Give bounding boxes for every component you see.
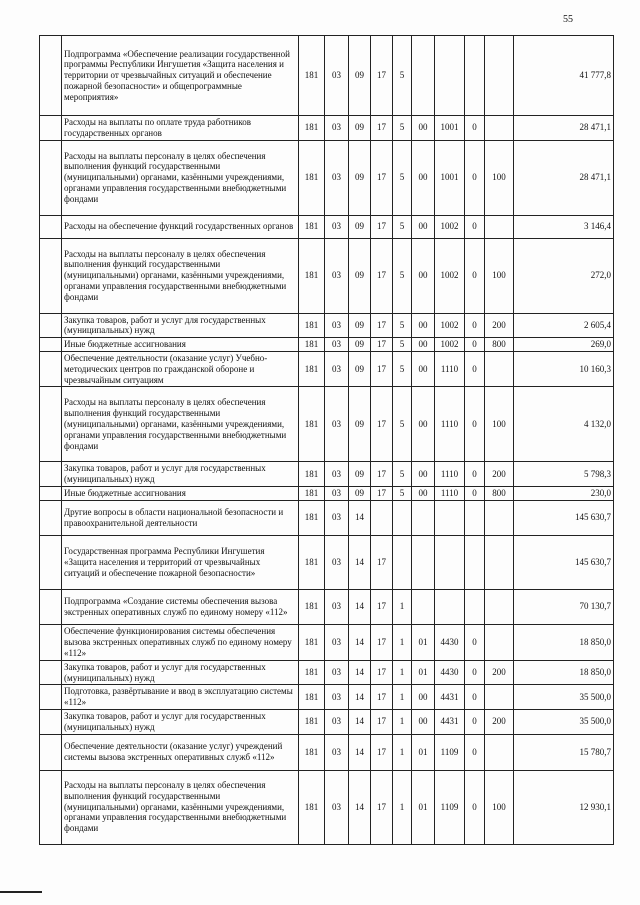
cell-amount: 230,0 — [514, 486, 614, 500]
cell-extra — [465, 36, 485, 116]
cell-razdel: 03 — [325, 734, 349, 770]
cell-extra: 0 — [465, 215, 485, 238]
cell-direction — [435, 589, 465, 624]
cell-subprogram: 5 — [393, 215, 412, 238]
cell-amount: 28 471,1 — [514, 116, 614, 141]
cell-razdel: 03 — [325, 535, 349, 589]
cell-razdel: 03 — [325, 685, 349, 710]
cell-subprogram: 5 — [393, 387, 412, 462]
cell-vid: 200 — [485, 462, 514, 487]
cell-extra — [465, 535, 485, 589]
cell-event: 01 — [412, 770, 435, 844]
cell-amount: 145 630,7 — [514, 500, 614, 535]
cell-podrazdel: 09 — [349, 486, 371, 500]
cell-vid — [485, 734, 514, 770]
cell-program — [371, 500, 393, 535]
table-row — [40, 500, 614, 535]
cell-admin: 181 — [299, 685, 325, 710]
cell-extra: 0 — [465, 116, 485, 141]
cell-extra: 0 — [465, 238, 485, 313]
cell-num — [40, 36, 62, 116]
cell-event: 00 — [412, 709, 435, 734]
cell-name: Закупка товаров, работ и услуг для государственных (муниципальных) нужд — [62, 709, 299, 734]
cell-amount: 28 471,1 — [514, 140, 614, 215]
cell-num — [40, 140, 62, 215]
cell-direction: 1110 — [435, 486, 465, 500]
cell-podrazdel: 09 — [349, 338, 371, 352]
cell-name: Расходы на выплаты по оплате труда работников государственных органов — [62, 116, 299, 141]
cell-razdel: 03 — [325, 215, 349, 238]
cell-name: Другие вопросы в области национальной безопасности и правоохранительной деятельности — [62, 500, 299, 535]
table-row — [40, 387, 614, 462]
cell-program: 17 — [371, 140, 393, 215]
cell-name: Обеспечение функционирования системы обеспечения вызова экстренных оперативных служб по единому номеру «112» — [62, 624, 299, 660]
cell-podrazdel: 14 — [349, 660, 371, 685]
cell-name: Иные бюджетные ассигнования — [62, 338, 299, 352]
cell-direction — [435, 36, 465, 116]
cell-name: Расходы на выплаты персоналу в целях обеспечения выполнения функций государственными (муниципальными) органами, казёнными учреждениями, органами управления государственными внебюджетными фондами — [62, 770, 299, 844]
cell-direction: 4430 — [435, 624, 465, 660]
cell-name: Закупка товаров, работ и услуг для государственных (муниципальных) нужд — [62, 462, 299, 487]
cell-program: 17 — [371, 238, 393, 313]
table-row — [40, 313, 614, 338]
cell-direction: 1002 — [435, 215, 465, 238]
cell-num — [40, 313, 62, 338]
cell-admin: 181 — [299, 535, 325, 589]
cell-event: 01 — [412, 624, 435, 660]
table-row — [40, 709, 614, 734]
cell-extra: 0 — [465, 624, 485, 660]
cell-name: Государственная программа Республики Ингушетия «Защита населения и территорий от чрезвычайных ситуаций и обеспечение пожарной безопасности» — [62, 535, 299, 589]
cell-num — [40, 462, 62, 487]
cell-amount: 5 798,3 — [514, 462, 614, 487]
cell-podrazdel: 14 — [349, 624, 371, 660]
cell-subprogram: 1 — [393, 660, 412, 685]
cell-name: Подпрограмма «Обеспечение реализации государственной программы Республики Ингушетия «Защита населения и территории от чрезвычайных ситуаций и обеспечение пожарной безопасности» и общепрограммные мероприятия» — [62, 36, 299, 116]
cell-razdel: 03 — [325, 116, 349, 141]
cell-amount: 35 500,0 — [514, 709, 614, 734]
cell-event: 00 — [412, 313, 435, 338]
cell-num — [40, 338, 62, 352]
cell-podrazdel: 09 — [349, 215, 371, 238]
table-row — [40, 486, 614, 500]
cell-admin: 181 — [299, 338, 325, 352]
cell-razdel: 03 — [325, 770, 349, 844]
table-row — [40, 215, 614, 238]
cell-vid — [485, 624, 514, 660]
cell-num — [40, 500, 62, 535]
cell-podrazdel: 09 — [349, 313, 371, 338]
table-row — [40, 685, 614, 710]
cell-vid — [485, 351, 514, 386]
cell-vid: 200 — [485, 313, 514, 338]
cell-event: 00 — [412, 486, 435, 500]
cell-event: 00 — [412, 238, 435, 313]
cell-extra: 0 — [465, 709, 485, 734]
cell-extra: 0 — [465, 313, 485, 338]
cell-num — [40, 709, 62, 734]
cell-razdel: 03 — [325, 486, 349, 500]
cell-name: Обеспечение деятельности (оказание услуг) Учебно-методических центров по гражданской обороне и чрезвычайным ситуациям — [62, 351, 299, 386]
cell-vid: 200 — [485, 660, 514, 685]
cell-program: 17 — [371, 709, 393, 734]
cell-podrazdel: 09 — [349, 351, 371, 386]
cell-admin: 181 — [299, 313, 325, 338]
cell-name: Закупка товаров, работ и услуг для государственных (муниципальных) нужд — [62, 660, 299, 685]
cell-subprogram: 5 — [393, 140, 412, 215]
cell-admin: 181 — [299, 500, 325, 535]
table-row — [40, 462, 614, 487]
table-row — [40, 351, 614, 386]
cell-admin: 181 — [299, 770, 325, 844]
cell-podrazdel: 09 — [349, 36, 371, 116]
cell-razdel: 03 — [325, 351, 349, 386]
cell-razdel: 03 — [325, 624, 349, 660]
table-row — [40, 338, 614, 352]
cell-extra: 0 — [465, 486, 485, 500]
cell-event: 01 — [412, 660, 435, 685]
cell-direction: 1110 — [435, 387, 465, 462]
cell-program: 17 — [371, 116, 393, 141]
table-row — [40, 140, 614, 215]
cell-extra — [465, 589, 485, 624]
cell-subprogram: 1 — [393, 709, 412, 734]
cell-event — [412, 500, 435, 535]
cell-subprogram: 1 — [393, 770, 412, 844]
cell-direction — [435, 500, 465, 535]
cell-amount: 10 160,3 — [514, 351, 614, 386]
cell-num — [40, 685, 62, 710]
cell-admin: 181 — [299, 660, 325, 685]
cell-direction: 4431 — [435, 709, 465, 734]
cell-event: 00 — [412, 215, 435, 238]
cell-amount: 15 780,7 — [514, 734, 614, 770]
cell-podrazdel: 14 — [349, 500, 371, 535]
cell-program: 17 — [371, 535, 393, 589]
cell-admin: 181 — [299, 351, 325, 386]
page-number: 55 — [563, 14, 573, 25]
cell-amount: 18 850,0 — [514, 624, 614, 660]
cell-admin: 181 — [299, 589, 325, 624]
cell-vid: 100 — [485, 770, 514, 844]
cell-event: 00 — [412, 387, 435, 462]
table-row — [40, 770, 614, 844]
cell-subprogram: 5 — [393, 238, 412, 313]
cell-event: 00 — [412, 685, 435, 710]
cell-razdel: 03 — [325, 238, 349, 313]
cell-direction: 1109 — [435, 770, 465, 844]
cell-num — [40, 624, 62, 660]
cell-extra — [465, 500, 485, 535]
cell-vid — [485, 36, 514, 116]
cell-podrazdel: 09 — [349, 140, 371, 215]
cell-event: 00 — [412, 140, 435, 215]
cell-razdel: 03 — [325, 589, 349, 624]
cell-extra: 0 — [465, 338, 485, 352]
cell-extra: 0 — [465, 462, 485, 487]
cell-podrazdel: 14 — [349, 770, 371, 844]
scan-edge-mark — [0, 891, 42, 893]
cell-razdel: 03 — [325, 462, 349, 487]
cell-num — [40, 351, 62, 386]
cell-podrazdel: 14 — [349, 709, 371, 734]
cell-podrazdel: 09 — [349, 462, 371, 487]
cell-vid — [485, 215, 514, 238]
cell-subprogram: 5 — [393, 462, 412, 487]
cell-event: 00 — [412, 351, 435, 386]
cell-subprogram — [393, 500, 412, 535]
cell-num — [40, 238, 62, 313]
cell-vid — [485, 116, 514, 141]
cell-name: Иные бюджетные ассигнования — [62, 486, 299, 500]
cell-razdel: 03 — [325, 313, 349, 338]
cell-extra: 0 — [465, 660, 485, 685]
cell-admin: 181 — [299, 140, 325, 215]
cell-program: 17 — [371, 770, 393, 844]
cell-program: 17 — [371, 660, 393, 685]
cell-amount: 4 132,0 — [514, 387, 614, 462]
cell-podrazdel: 09 — [349, 116, 371, 141]
cell-vid — [485, 589, 514, 624]
cell-subprogram — [393, 535, 412, 589]
cell-direction: 1109 — [435, 734, 465, 770]
cell-vid: 800 — [485, 486, 514, 500]
cell-program: 17 — [371, 387, 393, 462]
cell-subprogram: 1 — [393, 685, 412, 710]
cell-podrazdel: 14 — [349, 589, 371, 624]
cell-program: 17 — [371, 313, 393, 338]
cell-direction: 4430 — [435, 660, 465, 685]
cell-razdel: 03 — [325, 709, 349, 734]
cell-direction — [435, 535, 465, 589]
cell-amount: 35 500,0 — [514, 685, 614, 710]
cell-admin: 181 — [299, 734, 325, 770]
cell-event — [412, 535, 435, 589]
cell-direction: 1110 — [435, 462, 465, 487]
cell-amount: 272,0 — [514, 238, 614, 313]
cell-direction: 1110 — [435, 351, 465, 386]
cell-extra: 0 — [465, 351, 485, 386]
cell-name: Подготовка, развёртывание и ввод в эксплуатацию системы «112» — [62, 685, 299, 710]
cell-event: 00 — [412, 116, 435, 141]
cell-num — [40, 589, 62, 624]
cell-num — [40, 215, 62, 238]
cell-program: 17 — [371, 215, 393, 238]
cell-subprogram: 5 — [393, 313, 412, 338]
cell-extra: 0 — [465, 734, 485, 770]
cell-program: 17 — [371, 734, 393, 770]
table-row — [40, 535, 614, 589]
cell-amount: 2 605,4 — [514, 313, 614, 338]
cell-admin: 181 — [299, 36, 325, 116]
cell-program: 17 — [371, 351, 393, 386]
cell-program: 17 — [371, 624, 393, 660]
cell-razdel: 03 — [325, 338, 349, 352]
cell-admin: 181 — [299, 215, 325, 238]
cell-podrazdel: 09 — [349, 238, 371, 313]
cell-razdel: 03 — [325, 660, 349, 685]
cell-num — [40, 486, 62, 500]
cell-podrazdel: 09 — [349, 387, 371, 462]
cell-podrazdel: 14 — [349, 734, 371, 770]
cell-subprogram: 1 — [393, 589, 412, 624]
cell-podrazdel: 14 — [349, 535, 371, 589]
cell-direction: 1002 — [435, 313, 465, 338]
cell-admin: 181 — [299, 387, 325, 462]
cell-name: Расходы на выплаты персоналу в целях обеспечения выполнения функций государственными (муниципальными) органами, казёнными учреждениями, органами управления государственными внебюджетными фондами — [62, 238, 299, 313]
cell-vid: 100 — [485, 387, 514, 462]
table-row — [40, 660, 614, 685]
cell-subprogram: 1 — [393, 624, 412, 660]
cell-event — [412, 36, 435, 116]
cell-amount: 3 146,4 — [514, 215, 614, 238]
cell-event: 00 — [412, 462, 435, 487]
cell-num — [40, 535, 62, 589]
cell-admin: 181 — [299, 238, 325, 313]
table-row — [40, 36, 614, 116]
cell-name: Расходы на обеспечение функций государственных органов — [62, 215, 299, 238]
cell-vid: 800 — [485, 338, 514, 352]
cell-admin: 181 — [299, 116, 325, 141]
cell-event — [412, 589, 435, 624]
cell-subprogram: 5 — [393, 338, 412, 352]
cell-amount: 18 850,0 — [514, 660, 614, 685]
cell-extra: 0 — [465, 685, 485, 710]
table-row — [40, 624, 614, 660]
cell-name: Подпрограмма «Создание системы обеспечения вызова экстренных оперативных служб по единому номеру «112» — [62, 589, 299, 624]
cell-admin: 181 — [299, 624, 325, 660]
cell-program: 17 — [371, 462, 393, 487]
cell-num — [40, 116, 62, 141]
cell-vid — [485, 535, 514, 589]
cell-name: Расходы на выплаты персоналу в целях обеспечения выполнения функций государственными (муниципальными) органами, казёнными учреждениями, органами управления государственными внебюджетными фондами — [62, 387, 299, 462]
table-row — [40, 238, 614, 313]
cell-name: Обеспечение деятельности (оказание услуг) учреждений системы вызова экстренных оперативных служб «112» — [62, 734, 299, 770]
cell-event: 00 — [412, 338, 435, 352]
cell-event: 01 — [412, 734, 435, 770]
cell-subprogram: 1 — [393, 734, 412, 770]
budget-table — [39, 35, 614, 845]
cell-vid: 200 — [485, 709, 514, 734]
table-row — [40, 116, 614, 141]
cell-subprogram: 5 — [393, 116, 412, 141]
cell-program: 17 — [371, 589, 393, 624]
cell-amount: 41 777,8 — [514, 36, 614, 116]
cell-extra: 0 — [465, 140, 485, 215]
cell-program: 17 — [371, 36, 393, 116]
cell-program: 17 — [371, 486, 393, 500]
cell-subprogram: 5 — [393, 486, 412, 500]
cell-vid — [485, 685, 514, 710]
cell-program: 17 — [371, 685, 393, 710]
cell-name: Расходы на выплаты персоналу в целях обеспечения выполнения функций государственными (муниципальными) органами, казёнными учреждениями, органами управления государственными внебюджетными фондами — [62, 140, 299, 215]
cell-admin: 181 — [299, 462, 325, 487]
cell-razdel: 03 — [325, 387, 349, 462]
cell-subprogram: 5 — [393, 351, 412, 386]
cell-num — [40, 734, 62, 770]
cell-razdel: 03 — [325, 140, 349, 215]
cell-program: 17 — [371, 338, 393, 352]
cell-direction: 4431 — [435, 685, 465, 710]
cell-razdel: 03 — [325, 36, 349, 116]
cell-vid: 100 — [485, 140, 514, 215]
cell-vid — [485, 500, 514, 535]
cell-vid: 100 — [485, 238, 514, 313]
cell-admin: 181 — [299, 486, 325, 500]
cell-num — [40, 660, 62, 685]
table-row — [40, 589, 614, 624]
table-row — [40, 734, 614, 770]
cell-num — [40, 387, 62, 462]
cell-podrazdel: 14 — [349, 685, 371, 710]
cell-subprogram: 5 — [393, 36, 412, 116]
cell-num — [40, 770, 62, 844]
cell-amount: 70 130,7 — [514, 589, 614, 624]
cell-name: Закупка товаров, работ и услуг для государственных (муниципальных) нужд — [62, 313, 299, 338]
cell-razdel: 03 — [325, 500, 349, 535]
cell-direction: 1001 — [435, 140, 465, 215]
cell-direction: 1002 — [435, 338, 465, 352]
cell-direction: 1002 — [435, 238, 465, 313]
cell-amount: 269,0 — [514, 338, 614, 352]
cell-extra: 0 — [465, 770, 485, 844]
cell-amount: 12 930,1 — [514, 770, 614, 844]
cell-amount: 145 630,7 — [514, 535, 614, 589]
cell-admin: 181 — [299, 709, 325, 734]
cell-direction: 1001 — [435, 116, 465, 141]
cell-extra: 0 — [465, 387, 485, 462]
